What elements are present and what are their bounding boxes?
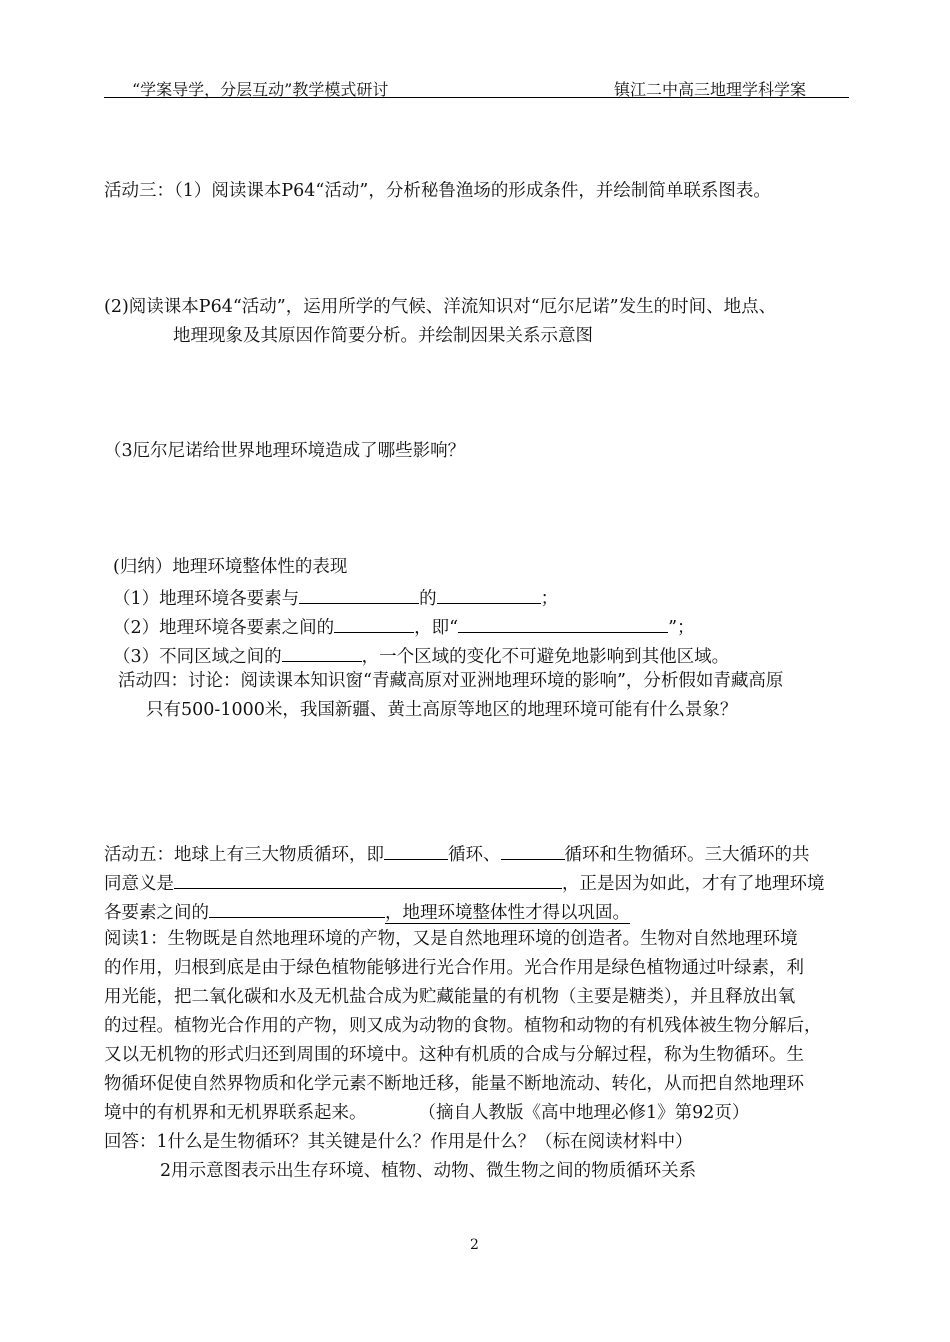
reading-line4: 的过程。植物光合作用的产物，则又成为动物的食物。植物和动物的有机残体被生物分解后， [104,1016,822,1036]
blank-line[interactable] [458,615,668,633]
header-rule [104,97,849,98]
blank-line[interactable] [384,842,448,860]
activity5-line2: 同意义是 ，正是因为如此，才有了地理环境 [104,871,825,895]
reading-line1: 阅读1：生物既是自然地理环境的产物，又是自然地理环境的创造者。生物对自然地理环境 [104,929,798,949]
summary-title: (归纳）地理环境整体性的表现 [113,557,348,577]
reading-line7: 境中的有机界和无机界联系起来。 （摘自人教版《高中地理必修1》第92页） [104,1103,750,1123]
summary-line3: （3）不同区域之间的 ，一个区域的变化不可避免地影响到其他区域。 [113,644,729,668]
reading-line6: 物循环促使自然界物质和化学元素不断地迁移，能量不断地流动、转化，从而把自然地理环 [104,1074,804,1094]
reading-source: （摘自人教版《高中地理必修1》第92页） [418,1103,750,1123]
reading-line5: 又以无机物的形式归还到周围的环境中。这种有机质的合成与分解过程，称为生物循环。生 [104,1045,804,1065]
blank-line[interactable] [209,900,385,918]
activity3-q3: （3厄尔尼诺给世界地理环境造成了哪些影响？ [104,441,466,461]
activity3-q1: 活动三：（1）阅读课本P64“活动”，分析秘鲁渔场的形成条件，并绘制简单联系图表。 [104,181,771,201]
activity3-q2-line2: 地理现象及其原因作简要分析。并绘制因果关系示意图 [173,326,593,346]
blank-line[interactable] [501,842,565,860]
activity5-line3: 各要素之间的 ，地理环境整体性才得以巩固。 [104,900,630,924]
blank-line[interactable] [334,615,414,633]
blank-line[interactable] [299,586,419,604]
blank-line[interactable] [174,871,562,889]
page-number: 2 [470,1237,479,1253]
reading-line2: 的作用，归根到底是由于绿色植物能够进行光合作用。光合作用是绿色植物通过叶绿素，利 [104,958,804,978]
reading-line3: 用光能，把二氧化碳和水及无机盐合成为贮藏能量的有机物（主要是糖类），并且释放出氧 [104,987,796,1007]
activity4-line2: 只有500-1000米，我国新疆、黄土高原等地区的地理环境可能有什么景象？ [146,700,738,720]
header-left: “学案导学，分层互动”教学模式研讨 [132,80,389,99]
blank-line[interactable] [282,644,362,662]
answer-line2: 2用示意图表示出生存环境、植物、动物、微生物之间的物质循环关系 [160,1161,697,1181]
header-right: 镇江二中高三地理学科学案 [614,80,807,99]
answer-line1: 回答：1什么是生物循环？其关键是什么？作用是什么？（标在阅读材料中） [104,1132,693,1152]
summary-line1: （1）地理环境各要素与 的 ； [113,586,558,610]
blank-line[interactable] [437,586,541,604]
activity4-line1: 活动四：讨论：阅读课本知识窗“青藏高原对亚洲地理环境的影响”，分析假如青藏高原 [118,671,784,691]
activity3-q2-line1: (2)阅读课本P64“活动”，运用所学的气候、洋流知识对“厄尔尼诺”发生的时间、地点、 [104,297,777,317]
summary-line2: （2）地理环境各要素之间的 ，即“ ”； [113,615,695,639]
activity5-line1: 活动五：地球上有三大物质循环，即 循环、 循环和生物循环。三大循环的共 [104,842,810,866]
